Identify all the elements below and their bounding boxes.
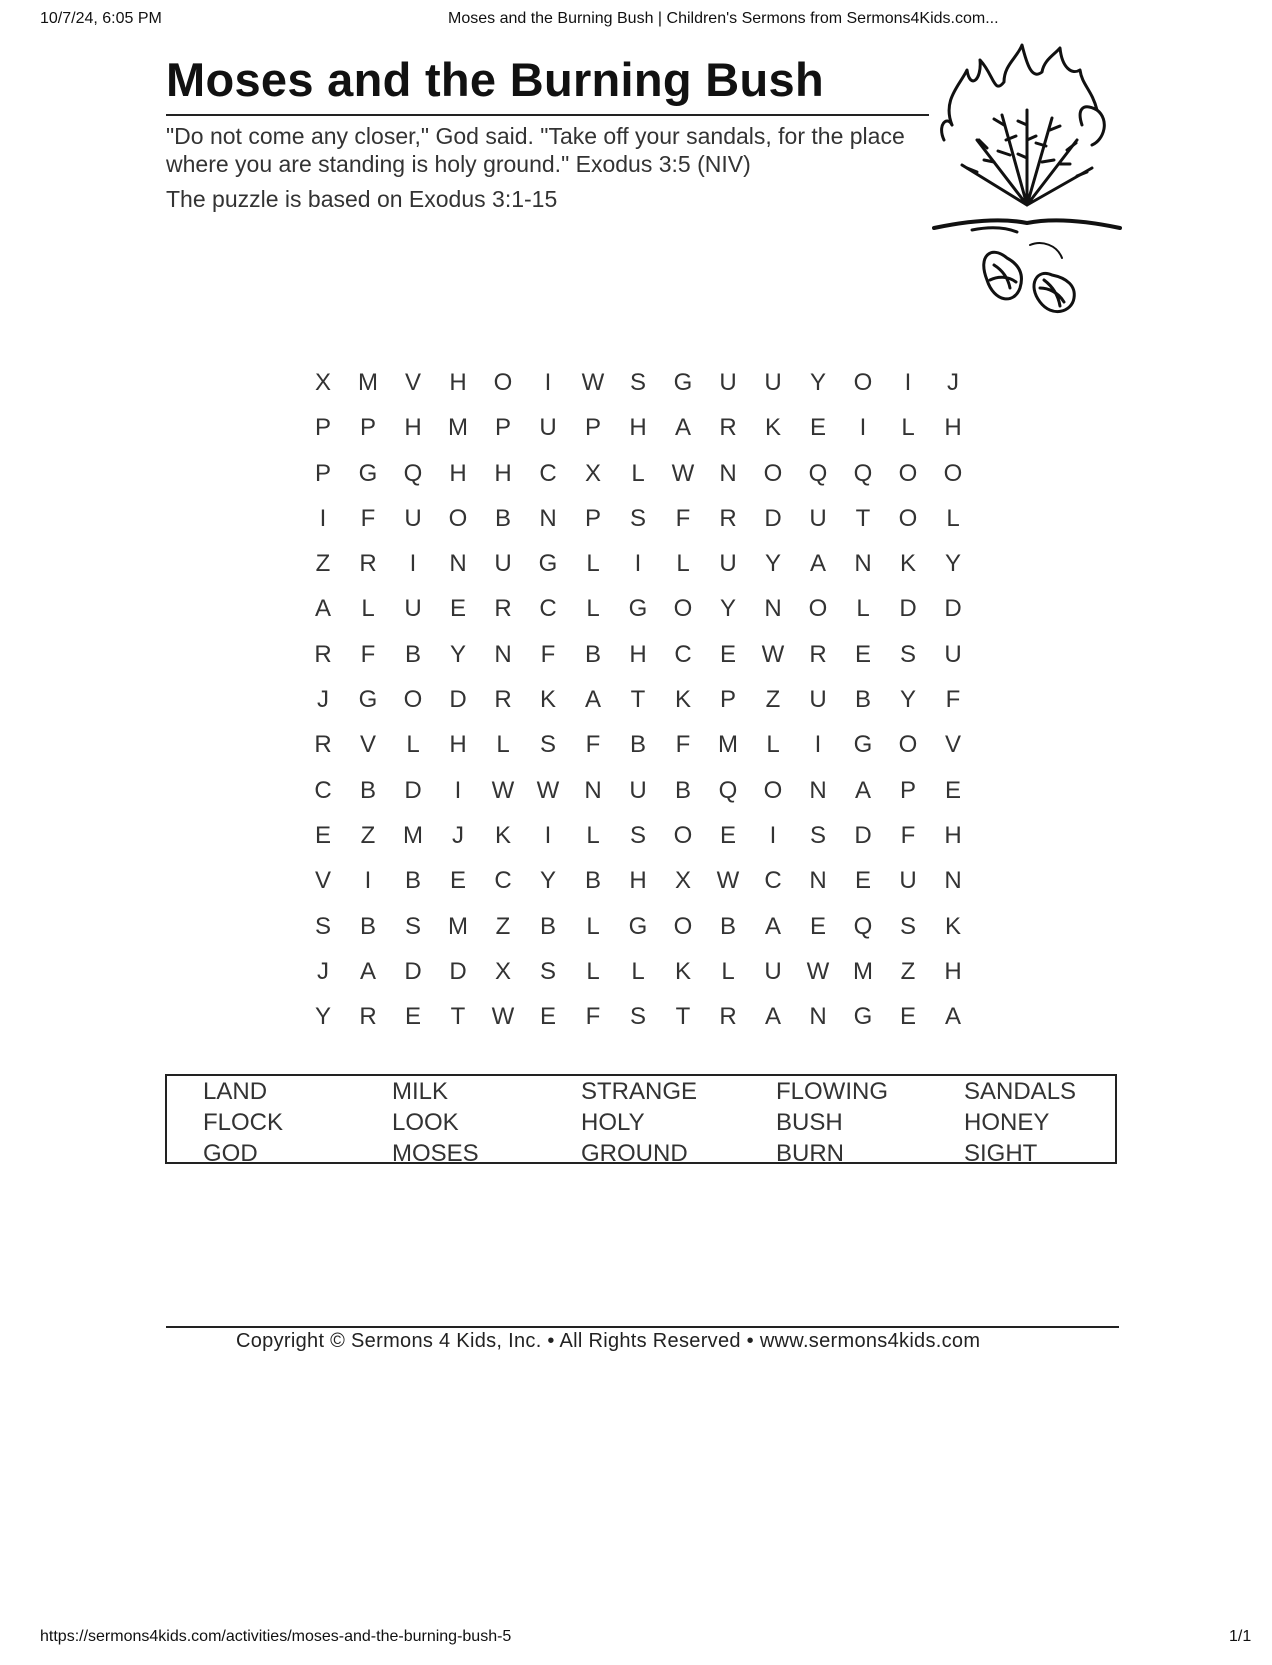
grid-letter: D [764,504,782,532]
grid-letter: F [675,504,691,532]
grid-letter: W [491,1003,515,1031]
word-item: HOLY [581,1109,645,1136]
word-column [203,1076,283,1169]
grid-letter: N [494,640,512,668]
grid-letter: N [854,550,872,578]
grid-letter: N [764,595,782,623]
grid-letter: U [764,369,782,396]
grid-letter: B [584,867,601,895]
grid-letter: Z [765,686,781,714]
grid-letter: G [853,1003,873,1031]
grid-letter: T [855,504,871,532]
grid-letter: C [539,595,557,623]
grid-letter: K [539,686,556,714]
grid-letter: O [898,731,918,759]
grid-letter: W [491,776,515,804]
grid-letter: W [671,459,695,487]
grid-letter: I [904,369,912,396]
title-divider [166,114,929,116]
grid-letter: N [719,459,737,487]
grid-letter: P [494,414,511,442]
grid-letter: H [449,731,467,759]
grid-letter: E [809,912,826,940]
grid-letter: L [901,414,915,442]
grid-letter: U [719,369,737,396]
grid-letter: M [853,957,873,985]
page-url[interactable]: https://sermons4kids.com/activities/moses-and-the-burning-bush-5 [40,1628,512,1645]
grid-letter: P [584,504,601,532]
print-date: 10/7/24, 6:05 PM [40,10,162,27]
grid-letter: J [317,957,329,985]
word-item: BURN [776,1140,845,1167]
grid-letter: E [899,1003,916,1031]
grid-letter: J [317,686,329,714]
grid-letter: U [944,640,962,668]
grid-letter: A [674,414,691,442]
word-item: LOOK [392,1109,459,1136]
grid-letter: W [806,957,830,985]
grid-letter: E [719,821,736,849]
grid-letter: E [539,1003,556,1031]
grid-letter: A [314,595,331,623]
grid-letter: L [631,957,645,985]
grid-letter: H [449,369,467,396]
grid-letter: N [809,1003,827,1031]
grid-letter: Z [315,550,331,578]
grid-letter: H [629,640,647,668]
grid-letter: E [854,867,871,895]
grid-letter: U [404,595,422,623]
word-column [392,1076,479,1169]
grid-letter: S [539,957,556,985]
grid-letter: O [808,595,828,623]
grid-letter: G [853,731,873,759]
grid-letter: Y [719,595,736,623]
grid-letter: N [584,776,602,804]
grid-letter: F [945,686,961,714]
word-item: SANDALS [964,1078,1077,1105]
grid-letter: M [403,821,423,849]
puzzle-basis: The puzzle is based on Exodus 3:1-15 [166,186,558,212]
word-item: STRANGE [581,1078,698,1105]
grid-letter: E [404,1003,421,1031]
word-search-grid [308,360,983,1039]
grid-letter: M [448,414,468,442]
grid-letter: F [540,640,556,668]
grid-letter: W [716,867,740,895]
grid-letter: S [899,640,916,668]
grid-letter: S [629,1003,646,1031]
grid-letter: U [629,776,647,804]
grid-letter: X [494,957,511,985]
grid-letter: T [450,1003,466,1031]
grid-letter: U [809,686,827,714]
grid-letter: I [544,369,552,396]
grid-letter: F [360,640,376,668]
grid-letter: L [676,550,690,578]
grid-letter: O [898,459,918,487]
grid-letter: F [585,1003,601,1031]
word-column [776,1076,888,1169]
grid-letter: G [628,595,648,623]
word-item: HONEY [964,1109,1050,1136]
grid-letter: L [946,504,960,532]
grid-letter: U [494,550,512,578]
grid-letter: U [809,504,827,532]
grid-letter: S [404,912,421,940]
word-list-box [165,1074,1117,1167]
grid-letter: J [452,821,464,849]
grid-letter: R [719,1003,737,1031]
grid-letter: Y [314,1003,331,1031]
grid-letter: U [719,550,737,578]
grid-letter: C [539,459,557,487]
grid-letter: R [494,595,512,623]
page-number: 1/1 [1229,1628,1252,1645]
grid-letter: D [449,686,467,714]
grid-letter: H [944,821,962,849]
grid-letter: V [359,731,376,759]
grid-letter: L [361,595,375,623]
grid-letter: B [404,867,421,895]
grid-letter: K [944,912,961,940]
word-column [964,1076,1076,1169]
grid-letter: O [673,912,693,940]
grid-letter: I [544,821,552,849]
grid-letter: R [314,640,332,668]
grid-letter: X [584,459,601,487]
grid-letter: Q [403,459,423,487]
grid-letter: E [809,414,826,442]
grid-letter: A [809,550,826,578]
grid-letter: H [944,957,962,985]
grid-letter: O [898,504,918,532]
grid-letter: P [584,414,601,442]
grid-letter: I [859,414,867,442]
grid-letter: I [409,550,417,578]
grid-letter: W [536,776,560,804]
grid-letter: I [634,550,642,578]
grid-letter: G [358,459,378,487]
grid-letter: T [630,686,646,714]
grid-letter: E [854,640,871,668]
word-column [581,1076,697,1169]
grid-letter: B [674,776,691,804]
grid-letter: O [943,459,963,487]
grid-letter: F [585,731,601,759]
grid-letter: O [403,686,423,714]
grid-letter: P [719,686,736,714]
grid-letter: L [631,459,645,487]
grid-letter: D [404,957,422,985]
grid-letter: R [719,504,737,532]
grid-letter: G [358,686,378,714]
grid-letter: S [629,821,646,849]
grid-letter: P [899,776,916,804]
grid-letter: U [899,867,917,895]
grid-letter: L [766,731,780,759]
grid-letter: E [719,640,736,668]
word-item: FLOCK [203,1109,284,1136]
grid-letter: H [494,459,512,487]
grid-letter: O [448,504,468,532]
word-item: SIGHT [964,1140,1038,1167]
grid-letter: D [944,595,962,623]
grid-letter: G [628,912,648,940]
grid-letter: G [538,550,558,578]
grid-letter: W [581,369,605,396]
grid-letter: O [763,459,783,487]
grid-letter: O [673,821,693,849]
grid-letter: H [449,459,467,487]
grid-letter: B [494,504,511,532]
grid-letter: Q [718,776,738,804]
grid-letter: A [854,776,871,804]
grid-letter: V [944,731,961,759]
grid-letter: Y [449,640,466,668]
grid-letter: Y [899,686,916,714]
grid-letter: C [314,776,332,804]
grid-letter: C [674,640,692,668]
grid-letter: B [359,912,376,940]
footer-divider [166,1326,1119,1328]
grid-letter: Q [808,459,828,487]
grid-letter: L [721,957,735,985]
grid-letter: B [854,686,871,714]
grid-letter: A [764,912,781,940]
grid-letter: R [809,640,827,668]
grid-letter: L [406,731,420,759]
grid-letter: B [629,731,646,759]
word-item: BUSH [776,1109,843,1136]
grid-letter: F [360,504,376,532]
grid-letter: D [854,821,872,849]
grid-letter: U [404,504,422,532]
grid-letter: B [584,640,601,668]
grid-letter: O [763,776,783,804]
copyright-notice: Copyright © Sermons 4 Kids, Inc. • All Rights Reserved • www.sermons4kids.com [236,1330,981,1352]
grid-letter: K [494,821,511,849]
grid-letter: V [314,867,331,895]
grid-letter: K [674,957,691,985]
grid-letter: U [539,414,557,442]
grid-letter: L [586,912,600,940]
grid-letter: Q [853,912,873,940]
grid-letter: H [944,414,962,442]
grid-letter: X [674,867,691,895]
grid-letter: R [314,731,332,759]
grid-letter: J [947,369,959,396]
grid-letter: O [493,369,513,396]
grid-letter: K [764,414,781,442]
grid-letter: U [764,957,782,985]
word-item: LAND [203,1078,268,1105]
grid-letter: F [675,731,691,759]
grid-letter: I [769,821,777,849]
grid-letter: C [494,867,512,895]
grid-letter: T [675,1003,691,1031]
grid-letter: K [674,686,691,714]
grid-letter: L [586,957,600,985]
grid-letter: S [899,912,916,940]
grid-letter: R [719,414,737,442]
grid-letter: A [944,1003,961,1031]
grid-letter: O [853,369,873,396]
grid-letter: N [809,867,827,895]
grid-letter: P [314,459,331,487]
grid-letter: D [404,776,422,804]
grid-letter: A [764,1003,781,1031]
grid-letter: S [809,821,826,849]
grid-letter: Y [944,550,961,578]
sheet-title: Moses and the Burning Bush [166,53,824,106]
grid-letter: L [496,731,510,759]
word-item: GOD [203,1140,258,1167]
grid-letter: P [314,414,331,442]
grid-letter: N [809,776,827,804]
grid-letter: O [673,595,693,623]
grid-letter: D [899,595,917,623]
grid-letter: L [856,595,870,623]
grid-letter: K [899,550,916,578]
grid-letter: M [718,731,738,759]
grid-letter: N [449,550,467,578]
print-page-title: Moses and the Burning Bush | Children's Sermons from Sermons4Kids.com... [448,10,999,27]
grid-letter: I [814,731,822,759]
grid-letter: H [629,867,647,895]
grid-letter: B [719,912,736,940]
word-item: GROUND [581,1140,688,1167]
grid-letter: V [404,369,421,396]
grid-letter: S [629,369,646,396]
grid-letter: R [494,686,512,714]
grid-letter: W [761,640,785,668]
grid-letter: A [584,686,601,714]
grid-letter: P [359,414,376,442]
word-item: FLOWING [776,1078,888,1105]
grid-letter: D [449,957,467,985]
grid-letter: N [539,504,557,532]
grid-letter: M [358,369,378,396]
grid-letter: E [944,776,961,804]
word-item: MOSES [392,1140,479,1167]
grid-letter: Z [900,957,916,985]
grid-letter: H [404,414,422,442]
grid-letter: I [319,504,327,532]
grid-letter: B [404,640,421,668]
grid-letter: A [359,957,376,985]
grid-letter: S [629,504,646,532]
grid-letter: B [359,776,376,804]
grid-letter: Q [853,459,873,487]
grid-letter: C [764,867,782,895]
grid-letter: L [586,821,600,849]
grid-letter: Y [539,867,556,895]
grid-letter: G [673,369,693,396]
grid-letter: N [944,867,962,895]
grid-letter: F [900,821,916,849]
burning-bush-sandals-icon [932,40,1122,330]
grid-letter: E [449,595,466,623]
grid-letter: H [629,414,647,442]
grid-letter: L [586,550,600,578]
grid-letter: E [449,867,466,895]
grid-letter: B [539,912,556,940]
grid-letter: Z [495,912,511,940]
grid-letter: E [314,821,331,849]
grid-letter: M [448,912,468,940]
grid-letter: I [364,867,372,895]
verse-text: "Do not come any closer," God said. "Take off your sandals, for the place where you are standing is holy ground." Exodus 3:5 (NIV) [166,123,905,177]
grid-letter: R [359,1003,377,1031]
grid-letter: Z [360,821,376,849]
grid-letter: Y [764,550,781,578]
grid-letter: Y [809,369,826,396]
word-item: MILK [392,1078,449,1105]
grid-letter: R [359,550,377,578]
grid-letter: L [586,595,600,623]
grid-letter: X [314,369,331,396]
grid-letter: S [314,912,331,940]
grid-letter: I [454,776,462,804]
grid-letter: S [539,731,556,759]
